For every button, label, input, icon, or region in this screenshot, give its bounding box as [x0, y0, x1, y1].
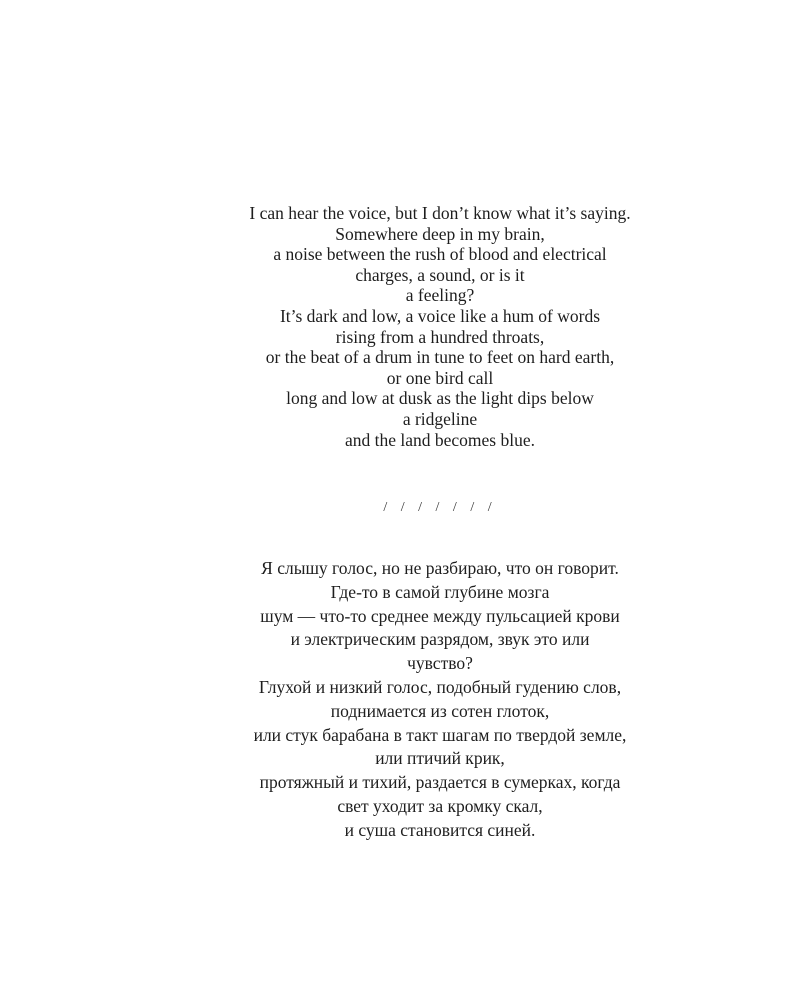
- poem-line: rising from a hundred throats,: [335, 326, 545, 347]
- poem-line: charges, a sound, or is it: [355, 264, 525, 285]
- poem-line: шум — что-то среднее между пульсацией крови: [260, 605, 620, 626]
- poem-line: I can hear the voice, but I don’t know what it’s saying.: [249, 203, 631, 223]
- poem-line: Somewhere deep in my brain,: [335, 223, 545, 244]
- poem-russian: [160, 557, 720, 843]
- poem-line: a ridgeline: [402, 408, 478, 429]
- poem-line: чувство?: [407, 653, 473, 674]
- poem-line: и суша становится синей.: [344, 819, 536, 840]
- poem-line: протяжный и тихий, раздается в сумерках, когда: [259, 772, 621, 793]
- poem-line: Я слышу голос, но не разбираю, что он говорит.: [261, 558, 619, 578]
- poem-line: and the land becomes blue.: [344, 429, 535, 450]
- poem-english: [160, 203, 720, 450]
- poem-line: It’s dark and low, a voice like a hum of words: [279, 305, 601, 326]
- poem-line: or the beat of a drum in tune to feet on hard earth,: [265, 347, 615, 368]
- poem-line: или птичий крик,: [375, 748, 505, 769]
- poem-line: long and low at dusk as the light dips below: [286, 388, 594, 409]
- poem-line: и электрическим разрядом, звук это или: [290, 629, 590, 650]
- poem-line: Где-то в самой глубине мозга: [330, 581, 550, 602]
- poem-line: или стук барабана в такт шагам по твердой земле,: [253, 724, 627, 745]
- poem-line: a feeling?: [405, 285, 475, 306]
- poem-line: поднимается из сотен глоток,: [330, 700, 550, 721]
- section-divider: / / / / / / /: [383, 500, 497, 515]
- poem-line: Глухой и низкий голос, подобный гудению слов,: [258, 676, 622, 697]
- poem-line: or one bird call: [386, 367, 494, 388]
- poem-line: a noise between the rush of blood and electrical: [273, 244, 607, 265]
- poem-line: свет уходит за кромку скал,: [337, 795, 543, 816]
